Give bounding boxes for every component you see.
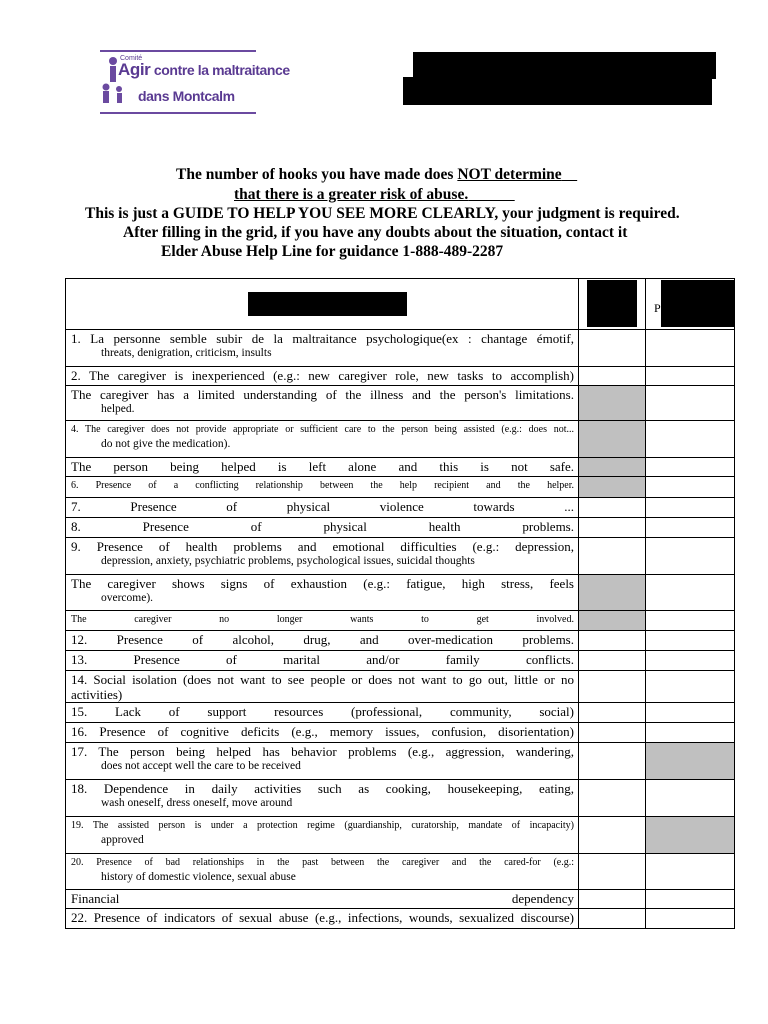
grid-row xyxy=(66,386,735,421)
logo-title-accent: Agir xyxy=(118,60,151,79)
grid-row xyxy=(66,723,735,743)
grid-item-text: 13. Presence of marital and/or family conflicts. xyxy=(71,652,574,667)
grid-item-continuation: overcome). xyxy=(101,592,154,604)
grid-item-cell xyxy=(66,421,579,458)
checkbox-cell-partial[interactable] xyxy=(646,671,735,703)
grid-item-continuation: history of domestic violence, sexual abuse xyxy=(101,871,296,883)
grid-row xyxy=(66,703,735,723)
grid-item-text: 22. Presence of indicators of sexual abuse (e.g., infections, wounds, sexualized discourse) xyxy=(71,910,574,925)
checkbox-cell-partial[interactable] xyxy=(646,854,735,890)
grid-item-text: Financial dependency xyxy=(71,891,574,906)
grid-item-continuation: depression, anxiety, psychiatric problems, psychological issues, suicidal thoughts xyxy=(101,555,475,567)
checkbox-cell-partial[interactable] xyxy=(646,611,735,631)
grid-row xyxy=(66,538,735,575)
checkbox-cell-yes[interactable] xyxy=(579,631,646,651)
grid-row xyxy=(66,743,735,780)
checkbox-cell-partial[interactable] xyxy=(646,386,735,421)
checkbox-cell-yes[interactable] xyxy=(579,671,646,703)
grid-item-cell xyxy=(66,780,579,817)
grid-item-cell xyxy=(66,854,579,890)
checkbox-cell-yes[interactable] xyxy=(579,477,646,498)
checkbox-cell-partial[interactable] xyxy=(646,518,735,538)
redacted-block xyxy=(248,292,407,316)
grid-item-text: 6. Presence of a conflicting relationship between the help recipient and the helper. xyxy=(71,480,574,491)
grid-item-text: The caregiver has a limited understanding of the illness and the person's limitations. xyxy=(71,387,574,402)
grid-item-continuation: helped. xyxy=(101,403,135,415)
checkbox-cell-yes[interactable] xyxy=(579,538,646,575)
grid-row xyxy=(66,518,735,538)
grid-item-text: 2. The caregiver is inexperienced (e.g.: new caregiver role, new tasks to accomplish) xyxy=(71,368,574,383)
grid-row xyxy=(66,330,735,367)
grid-item-continuation: threats, denigration, criticism, insults xyxy=(101,347,272,359)
grid-item-continuation: does not accept well the care to be received xyxy=(101,760,301,772)
grid-item-cell xyxy=(66,909,579,929)
header-partial-letter: P xyxy=(654,301,661,315)
header-col-partial xyxy=(646,279,735,330)
grid-item-text: The caregiver no longer wants to get involved. xyxy=(71,614,574,625)
grid-item-continuation: wash oneself, dress oneself, move around xyxy=(101,797,293,809)
redacted-block xyxy=(403,77,712,105)
checkbox-cell-yes[interactable] xyxy=(579,723,646,743)
checkbox-cell-yes[interactable] xyxy=(579,421,646,458)
checkbox-cell-yes[interactable] xyxy=(579,854,646,890)
redacted-block xyxy=(661,280,734,327)
grid-item-continuation: approved xyxy=(101,834,144,846)
checkbox-cell-partial[interactable] xyxy=(646,780,735,817)
checkbox-cell-yes[interactable] xyxy=(579,330,646,367)
grid-item-cell xyxy=(66,330,579,367)
checkbox-cell-partial[interactable] xyxy=(646,498,735,518)
intro-line-1-a: The number of hooks you have made does xyxy=(176,166,458,183)
grid-item-cell xyxy=(66,386,579,421)
grid-item-text: The person being helped is left alone and this is not safe. xyxy=(71,459,574,474)
grid-row xyxy=(66,367,735,386)
grid-row xyxy=(66,575,735,611)
intro-line-2 xyxy=(234,186,515,204)
checkbox-cell-yes[interactable] xyxy=(579,890,646,909)
grid-item-cell xyxy=(66,538,579,575)
grid-item-text: 17. The person being helped has behavior problems (e.g., aggression, wandering, xyxy=(71,744,574,759)
logo-title-rest: contre la maltraitance xyxy=(150,62,290,78)
checkbox-cell-yes[interactable] xyxy=(579,817,646,854)
grid-item-text: 19. The assisted person is under a protection regime (guardianship, curatorship, mandate of incapacity) xyxy=(71,820,574,831)
redacted-block xyxy=(587,280,637,327)
grid-item-text: 18. Dependence in daily activities such as cooking, housekeeping, eating, xyxy=(71,781,574,796)
grid-row xyxy=(66,780,735,817)
checkbox-cell-partial[interactable] xyxy=(646,817,735,854)
grid-item-cell xyxy=(66,498,579,518)
checkbox-cell-yes[interactable] xyxy=(579,458,646,477)
checkbox-cell-yes[interactable] xyxy=(579,575,646,611)
grid-row xyxy=(66,458,735,477)
grid-row xyxy=(66,671,735,703)
grid-item-cell xyxy=(66,575,579,611)
intro-line-3: This is just a GUIDE TO HELP YOU SEE MORE CLEARLY, your judgment is required. xyxy=(85,205,680,222)
checkbox-cell-partial[interactable] xyxy=(646,330,735,367)
grid-item-text: The caregiver shows signs of exhaustion (e.g.: fatigue, high stress, feels xyxy=(71,576,574,591)
grid-item-cell xyxy=(66,890,579,909)
grid-item-text: 7. Presence of physical violence towards ... xyxy=(71,499,574,514)
checkbox-cell-partial[interactable] xyxy=(646,909,735,929)
grid-row xyxy=(66,498,735,518)
grid-item-cell xyxy=(66,743,579,780)
grid-row xyxy=(66,890,735,909)
logo-title xyxy=(118,60,290,80)
grid-item-text: 15. Lack of support resources (professional, community, social) xyxy=(71,704,574,719)
checkbox-cell-yes[interactable] xyxy=(579,611,646,631)
checkbox-cell-partial[interactable] xyxy=(646,631,735,651)
checkbox-cell-partial[interactable] xyxy=(646,458,735,477)
redacted-block xyxy=(413,52,716,79)
intro-line-4: After filling in the grid, if you have any doubts about the situation, contact it xyxy=(123,224,628,241)
grid-item-cell xyxy=(66,477,579,498)
checkbox-cell-partial[interactable] xyxy=(646,367,735,386)
grid-header-row xyxy=(66,279,735,330)
grid-item-cell xyxy=(66,367,579,386)
header-col-yes xyxy=(579,279,646,330)
grid-item-text: 4. The caregiver does not provide appropriate or sufficient care to the person being assisted (e.g.: does not... xyxy=(71,424,574,435)
grid-item-text: 16. Presence of cognitive deficits (e.g., memory issues, confusion, disorientation) xyxy=(71,724,574,739)
checkbox-cell-yes[interactable] xyxy=(579,909,646,929)
checkbox-cell-partial[interactable] xyxy=(646,538,735,575)
checkbox-cell-partial[interactable] xyxy=(646,703,735,723)
grid-item-text: 14. Social isolation (does not want to see people or does not want to go out, little or no activities) xyxy=(71,672,574,702)
risk-grid xyxy=(65,278,735,929)
grid-item-text: 1. La personne semble subir de la maltraitance psychologique(ex : chantage émotif, xyxy=(71,331,574,346)
logo-subtitle: dans Montcalm xyxy=(138,88,235,104)
grid-item-continuation: do not give the medication). xyxy=(101,438,231,450)
grid-row xyxy=(66,421,735,458)
checkbox-cell-partial[interactable] xyxy=(646,890,735,909)
grid-row xyxy=(66,817,735,854)
grid-item-cell xyxy=(66,723,579,743)
grid-item-cell xyxy=(66,611,579,631)
checkbox-cell-partial[interactable] xyxy=(646,651,735,671)
header-title-cell xyxy=(66,279,579,330)
intro-line-2-text: that there is a greater risk of abuse. xyxy=(234,186,469,203)
organization-logo xyxy=(100,50,290,114)
checkbox-cell-partial[interactable] xyxy=(646,575,735,611)
checkbox-cell-partial[interactable] xyxy=(646,743,735,780)
intro-line-5: Elder Abuse Help Line for guidance 1-888-489-2287 xyxy=(161,243,504,260)
checkbox-cell-yes[interactable] xyxy=(579,703,646,723)
grid-row xyxy=(66,611,735,631)
grid-item-cell xyxy=(66,817,579,854)
grid-item-text: 9. Presence of health problems and emotional difficulties (e.g.: depression, xyxy=(71,539,574,554)
checkbox-cell-yes[interactable] xyxy=(579,651,646,671)
grid-item-cell xyxy=(66,518,579,538)
grid-item-cell xyxy=(66,458,579,477)
grid-item-cell xyxy=(66,671,579,703)
grid-row xyxy=(66,477,735,498)
grid-item-cell xyxy=(66,703,579,723)
logo-small-text: Comité xyxy=(120,55,143,62)
checkbox-cell-yes[interactable] xyxy=(579,367,646,386)
grid-row xyxy=(66,631,735,651)
grid-item-cell xyxy=(66,651,579,671)
grid-row xyxy=(66,909,735,929)
grid-item-cell xyxy=(66,631,579,651)
checkbox-cell-partial[interactable] xyxy=(646,723,735,743)
intro-line-1 xyxy=(176,166,577,184)
checkbox-cell-partial[interactable] xyxy=(646,477,735,498)
grid-item-text: 20. Presence of bad relationships in the past between the caregiver and the cared-for (e.g.: xyxy=(71,857,574,868)
checkbox-cell-yes[interactable] xyxy=(579,780,646,817)
grid-item-text: 8. Presence of physical health problems. xyxy=(71,519,574,534)
grid-row xyxy=(66,854,735,890)
intro-line-1-underlined: NOT determine xyxy=(457,166,562,183)
checkbox-cell-partial[interactable] xyxy=(646,421,735,458)
grid-item-text: 12. Presence of alcohol, drug, and over-medication problems. xyxy=(71,632,574,647)
checkbox-cell-yes[interactable] xyxy=(579,498,646,518)
checkbox-cell-yes[interactable] xyxy=(579,518,646,538)
checkbox-cell-yes[interactable] xyxy=(579,386,646,421)
checkbox-cell-yes[interactable] xyxy=(579,743,646,780)
grid-row xyxy=(66,651,735,671)
